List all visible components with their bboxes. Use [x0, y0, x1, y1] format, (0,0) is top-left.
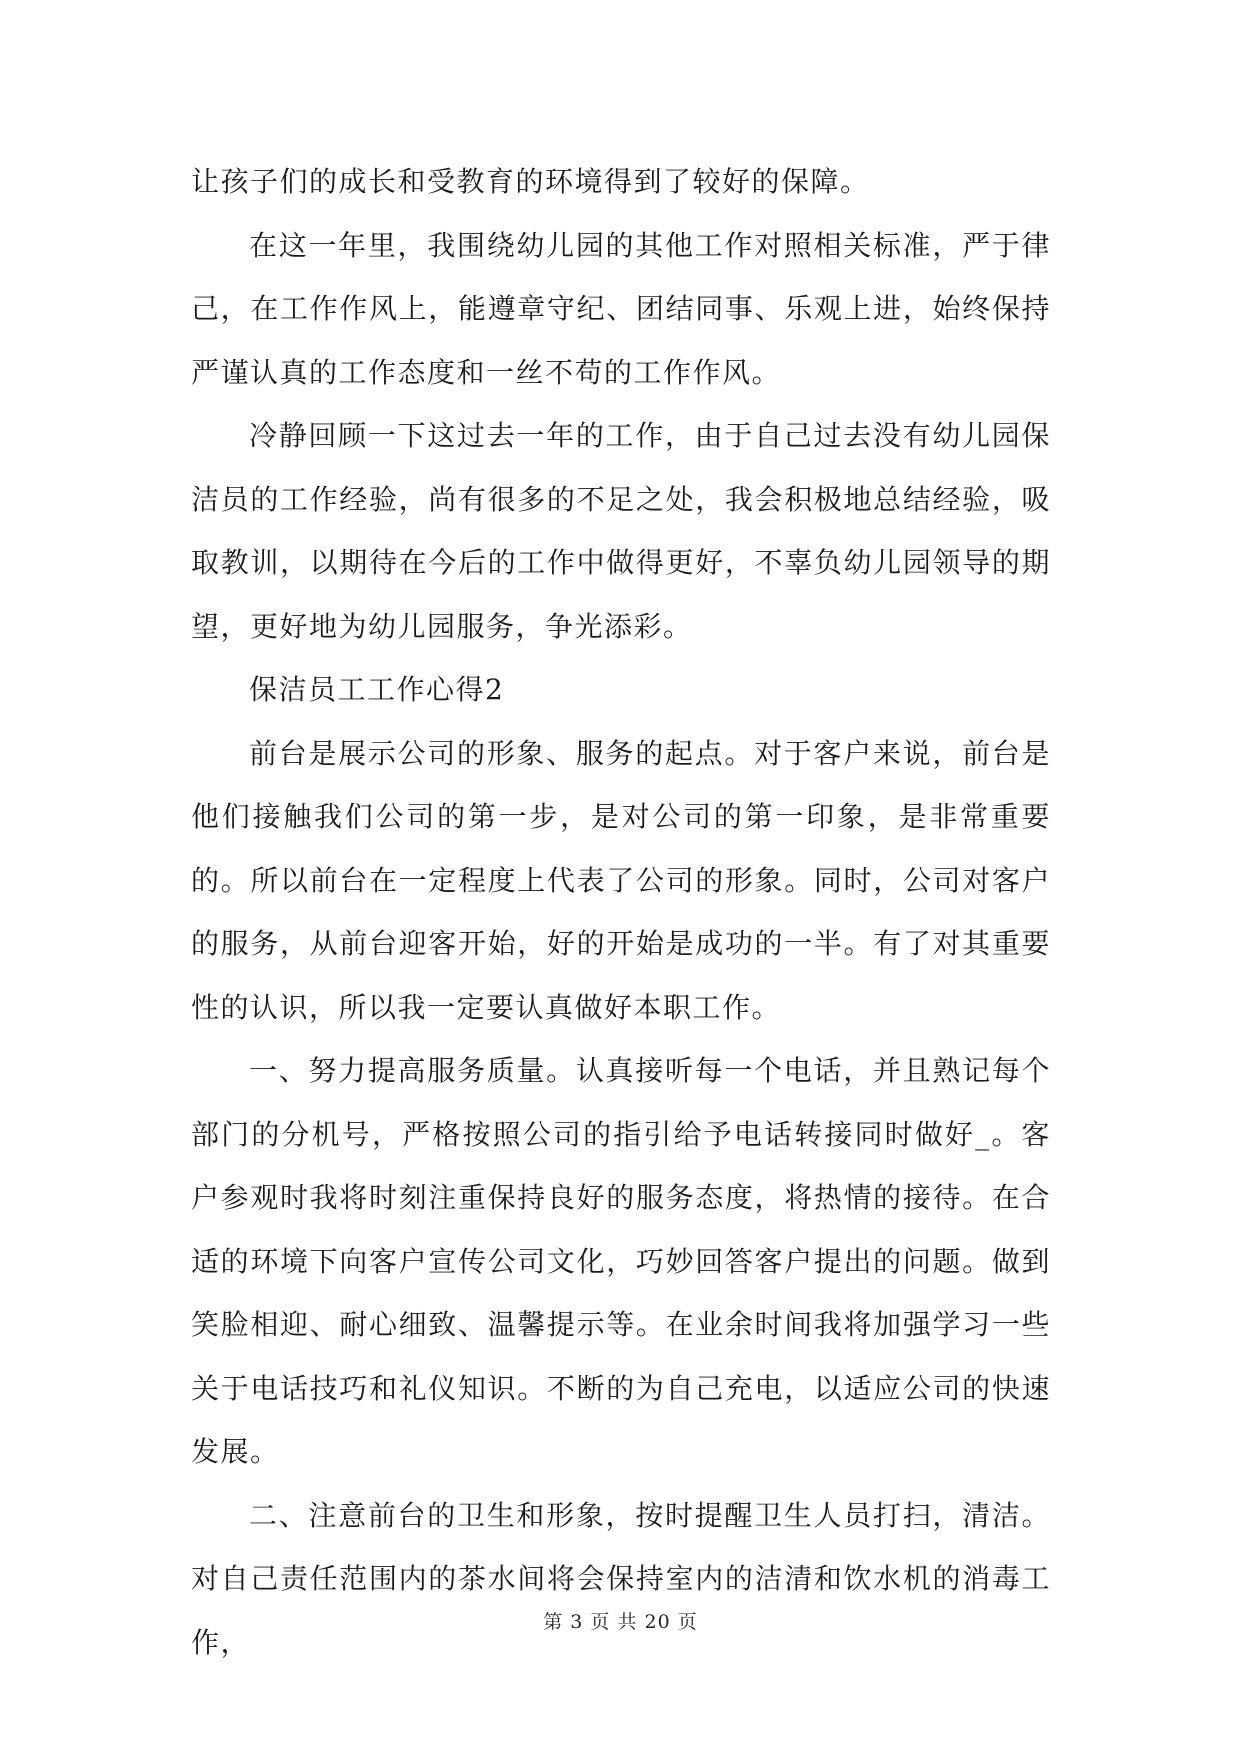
- section-heading: 保洁员工工作心得2: [249, 673, 505, 706]
- paragraph-4: 前台是展示公司的形象、服务的起点。对于客户来说，前台是他们接触我们公司的第一步，是对公司的第一印象，是非常重要的。所以前台在一定程度上代表了公司的形象。同时，公司对客户的服务，从前台迎客开始，好的开始是成功的一半。有了对其重要性的认识，所以我一定要认真做好本职工作。: [191, 736, 1051, 1024]
- paragraph-1: 让孩子们的成长和受教育的环境得到了较好的保障。: [191, 165, 870, 198]
- paragraph-2: 在这一年里，我围绕幼儿园的其他工作对照相关标准，严于律己，在工作作风上，能遵章守纪、团结同事、乐观上进，始终保持严谨认真的工作态度和一丝不苟的工作作风。: [191, 228, 1051, 389]
- paragraph-3: 冷静回顾一下这过去一年的工作，由于自己过去没有幼儿园保洁员的工作经验，尚有很多的不足之处，我会积极地总结经验，吸取教训，以期待在今后的工作中做得更好，不辜负幼儿园领导的期望，更好地为幼儿园服务，争光添彩。: [191, 419, 1051, 643]
- document-body: [191, 150, 1051, 1674]
- paragraph-5: 一、努力提高服务质量。认真接听每一个电话，并且熟记每个部门的分机号，严格按照公司的指引给予电话转接同时做好_。客户参观时我将时刻注重保持良好的服务态度，将热情的接待。在合适的环境下向客户宣传公司文化，巧妙回答客户提出的问题。做到笑脸相迎、耐心细致、温馨提示等。在业余时间我将加强学习一些关于电话技巧和礼仪知识。不断的为自己充电，以适应公司的快速发展。: [191, 1054, 1051, 1468]
- page-number-footer: 第 3 页 共 20 页: [543, 1611, 698, 1633]
- paragraph-6: 二、注意前台的卫生和形象，按时提醒卫生人员打扫，清洁。对自己责任范围内的茶水间将会保持室内的洁清和饮水机的消毒工作，: [191, 1498, 1051, 1659]
